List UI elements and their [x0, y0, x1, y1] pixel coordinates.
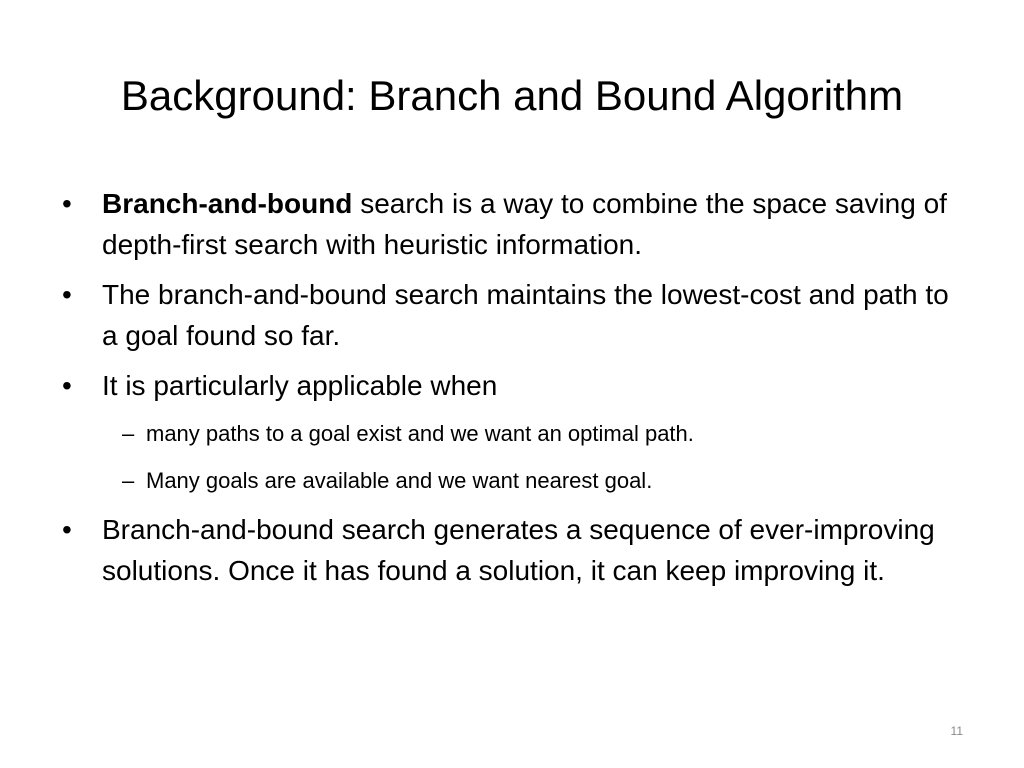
sub-bullet-marker: –: [122, 468, 135, 493]
sub-bullet-list: [62, 415, 962, 499]
bullet-item: [62, 509, 962, 591]
page-number: 11: [950, 724, 963, 738]
sub-bullet-item: [62, 462, 962, 499]
bullet-marker: •: [62, 279, 72, 310]
sub-bullet-marker: –: [122, 421, 135, 446]
bullet-text: It is particularly applicable when: [102, 370, 498, 401]
bullet-text-rest: search is a way to combine the space saving of depth-first search with heuristic information.: [102, 188, 947, 260]
bullet-text: [102, 188, 947, 260]
bullet-item: [62, 274, 962, 356]
bullet-text: The branch-and-bound search maintains the lowest-cost and path to a goal found so far.: [102, 279, 949, 351]
bullet-text: Branch-and-bound search generates a sequence of ever-improving solutions. Once it has found a solution, it can keep improving it.: [102, 514, 935, 586]
slide-body: [62, 183, 962, 600]
bullet-marker: •: [62, 514, 72, 545]
sub-bullet-text: many paths to a goal exist and we want an optimal path.: [146, 421, 694, 446]
sub-bullet-text: Many goals are available and we want nearest goal.: [146, 468, 653, 493]
bullet-item: [62, 183, 962, 265]
bullet-item: [62, 365, 962, 406]
bullet-bold-term: Branch-and-bound: [102, 188, 353, 219]
sub-bullet-item: [62, 415, 962, 452]
bullet-marker: •: [62, 188, 72, 219]
bullet-marker: •: [62, 370, 72, 401]
slide-title: Background: Branch and Bound Algorithm: [120, 72, 904, 119]
